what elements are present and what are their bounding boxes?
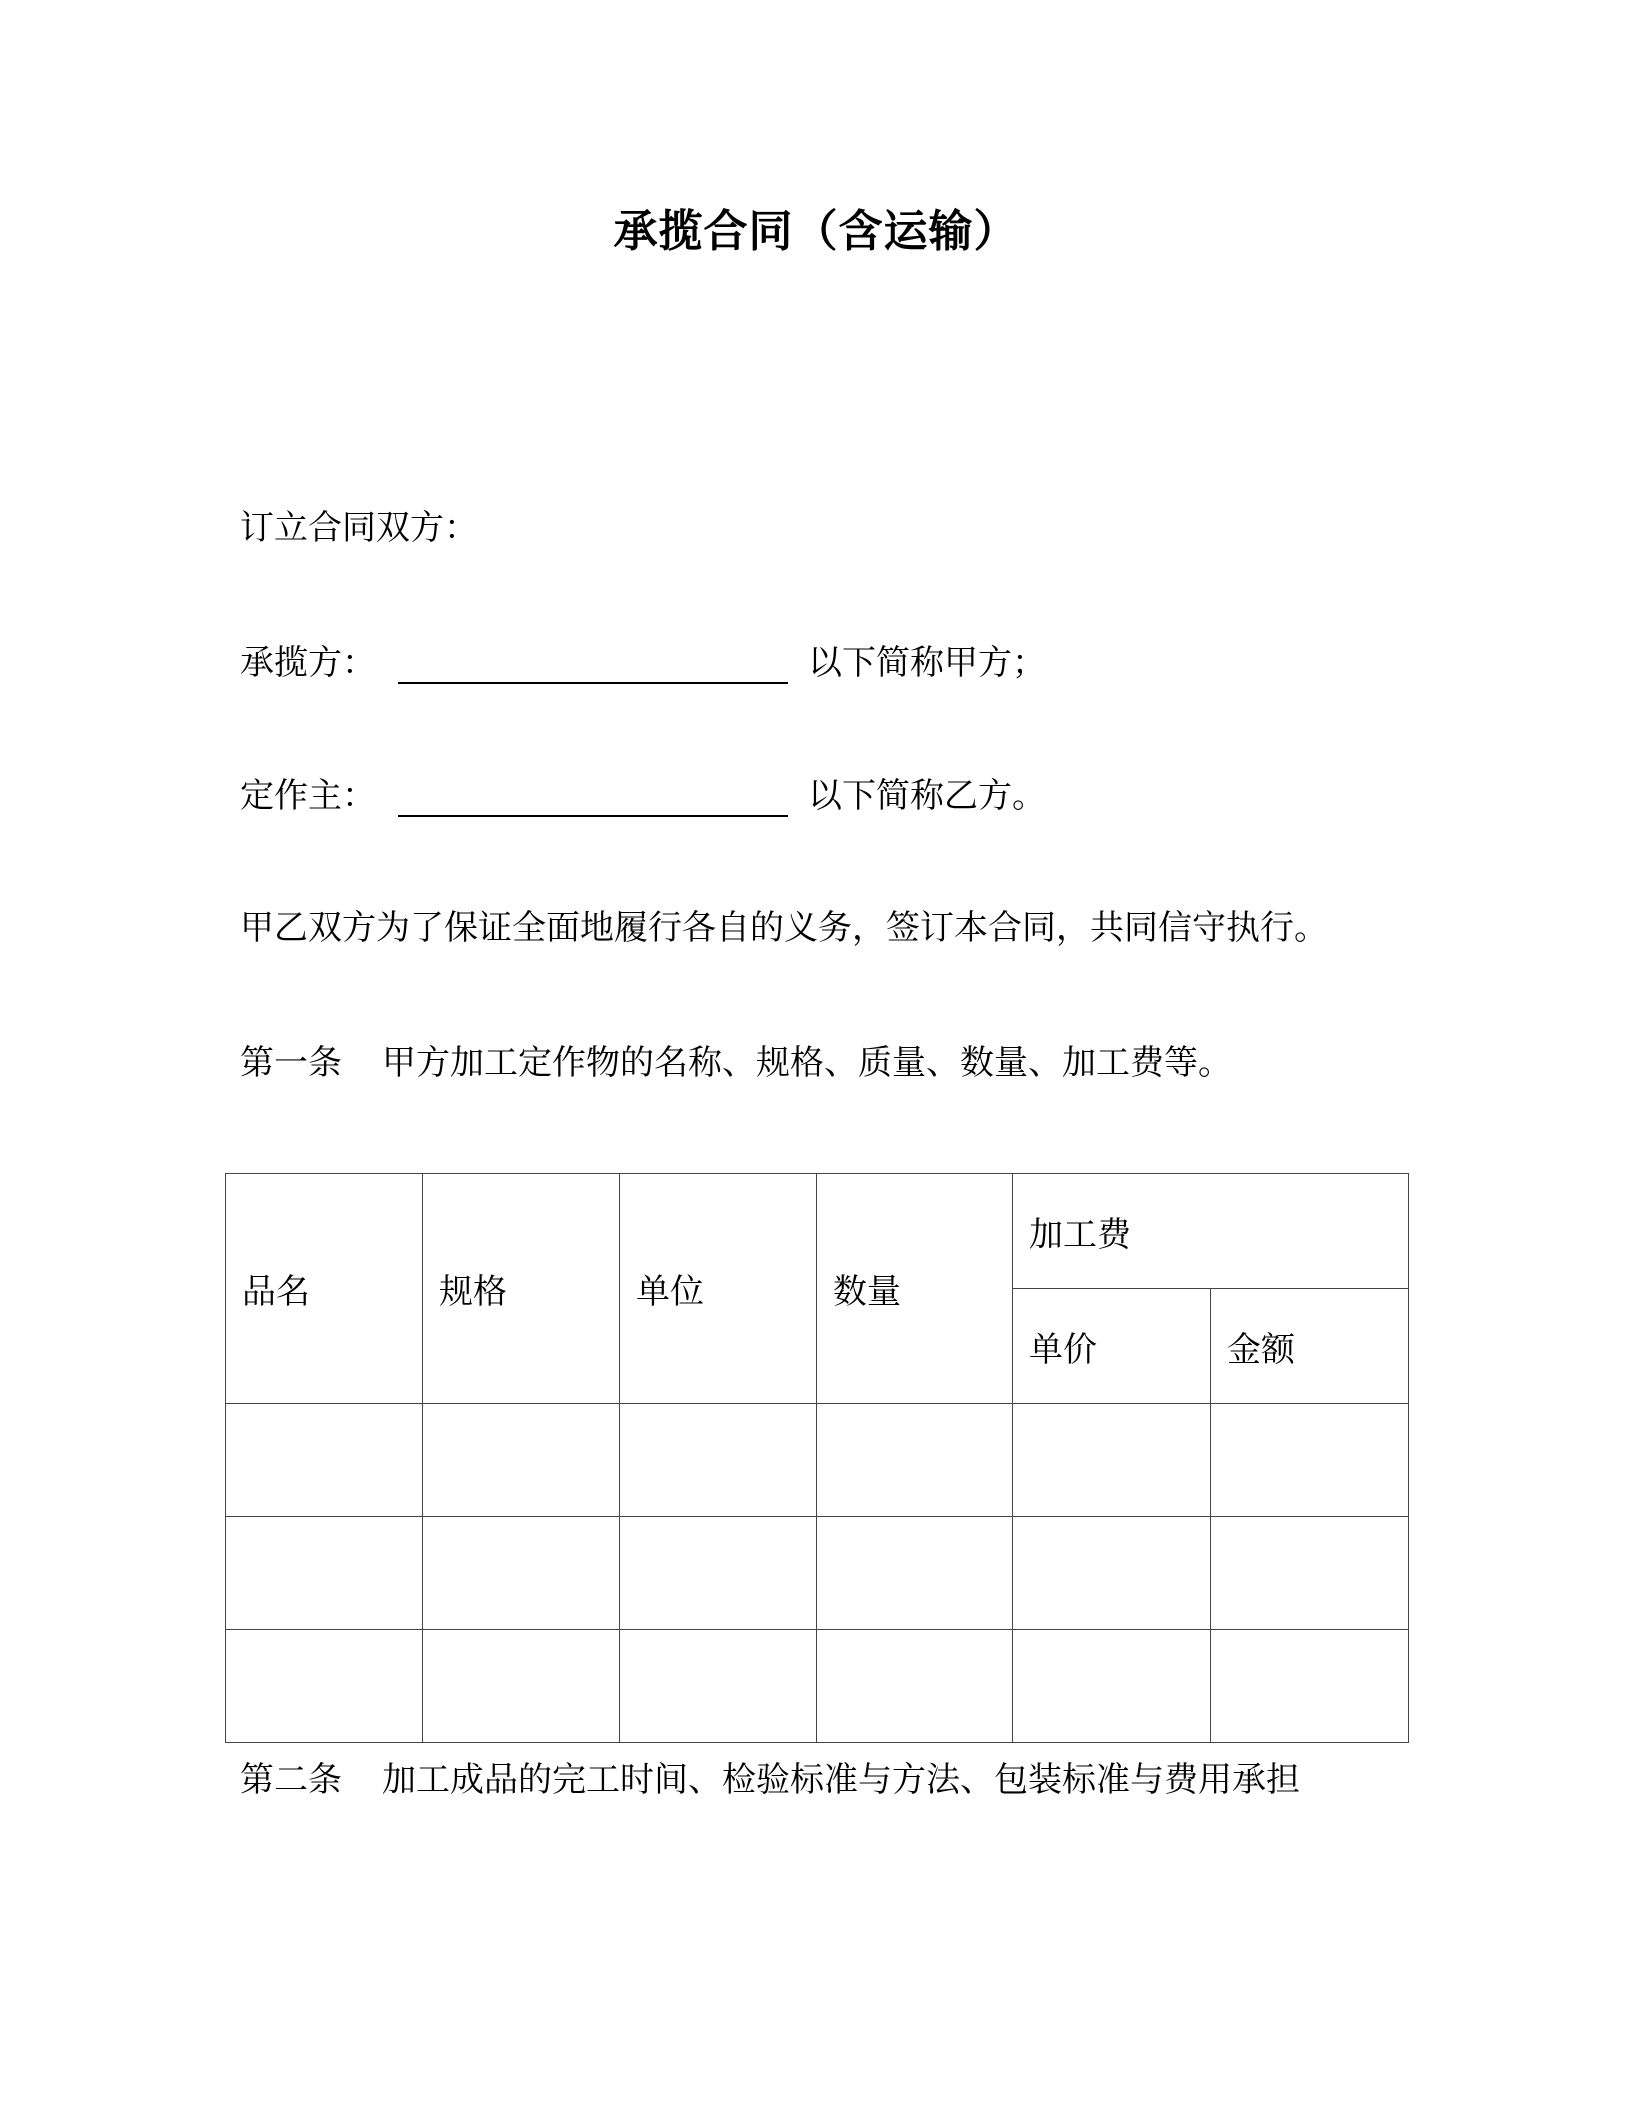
article-2-text: 加工成品的完工时间、检验标准与方法、包装标准与费用承担	[382, 1760, 1300, 1800]
table-cell[interactable]	[423, 1404, 620, 1517]
client-label: 定作主：	[240, 776, 376, 816]
article-1-number: 第一条	[240, 1043, 342, 1083]
table-cell[interactable]	[620, 1630, 817, 1743]
header-product-name: 品名	[226, 1174, 423, 1404]
table-cell[interactable]	[817, 1630, 1013, 1743]
table-row	[226, 1630, 1409, 1743]
client-line	[240, 768, 1046, 817]
items-table	[225, 1173, 1409, 1743]
header-amount: 金额	[1211, 1289, 1409, 1404]
table-row	[226, 1404, 1409, 1517]
table-cell[interactable]	[620, 1404, 817, 1517]
table-cell[interactable]	[1211, 1404, 1409, 1517]
header-unit: 单位	[620, 1174, 817, 1404]
table-cell[interactable]	[1013, 1517, 1211, 1630]
contractor-name-blank[interactable]	[398, 642, 788, 684]
client-suffix: 以下简称乙方。	[808, 776, 1046, 816]
article-2-number: 第二条	[240, 1760, 342, 1800]
table-cell[interactable]	[226, 1517, 423, 1630]
contractor-suffix: 以下简称甲方；	[808, 643, 1046, 683]
client-name-blank[interactable]	[398, 775, 788, 817]
table-cell[interactable]	[226, 1630, 423, 1743]
table-cell[interactable]	[423, 1517, 620, 1630]
table-cell[interactable]	[1211, 1517, 1409, 1630]
article-2	[240, 1752, 1300, 1801]
table-cell[interactable]	[817, 1404, 1013, 1517]
contractor-line	[240, 635, 1046, 684]
article-1-text: 甲方加工定作物的名称、规格、质量、数量、加工费等。	[382, 1043, 1232, 1083]
table-cell[interactable]	[1013, 1630, 1211, 1743]
table-row	[226, 1517, 1409, 1630]
table-cell[interactable]	[423, 1630, 620, 1743]
contractor-label: 承揽方：	[240, 643, 376, 683]
article-1	[240, 1035, 1232, 1084]
table-cell[interactable]	[817, 1517, 1013, 1630]
header-specification: 规格	[423, 1174, 620, 1404]
table-cell[interactable]	[1013, 1404, 1211, 1517]
table-cell[interactable]	[226, 1404, 423, 1517]
parties-heading: 订立合同双方：	[240, 508, 478, 548]
header-quantity: 数量	[817, 1174, 1013, 1404]
header-unit-price: 单价	[1013, 1289, 1211, 1404]
table-cell[interactable]	[620, 1517, 817, 1630]
document-title: 承揽合同（含运输）	[613, 206, 1019, 257]
preamble: 甲乙双方为了保证全面地履行各自的义务，签订本合同，共同信守执行。	[240, 908, 1328, 948]
header-processing-fee: 加工费	[1013, 1174, 1409, 1289]
table-cell[interactable]	[1211, 1630, 1409, 1743]
